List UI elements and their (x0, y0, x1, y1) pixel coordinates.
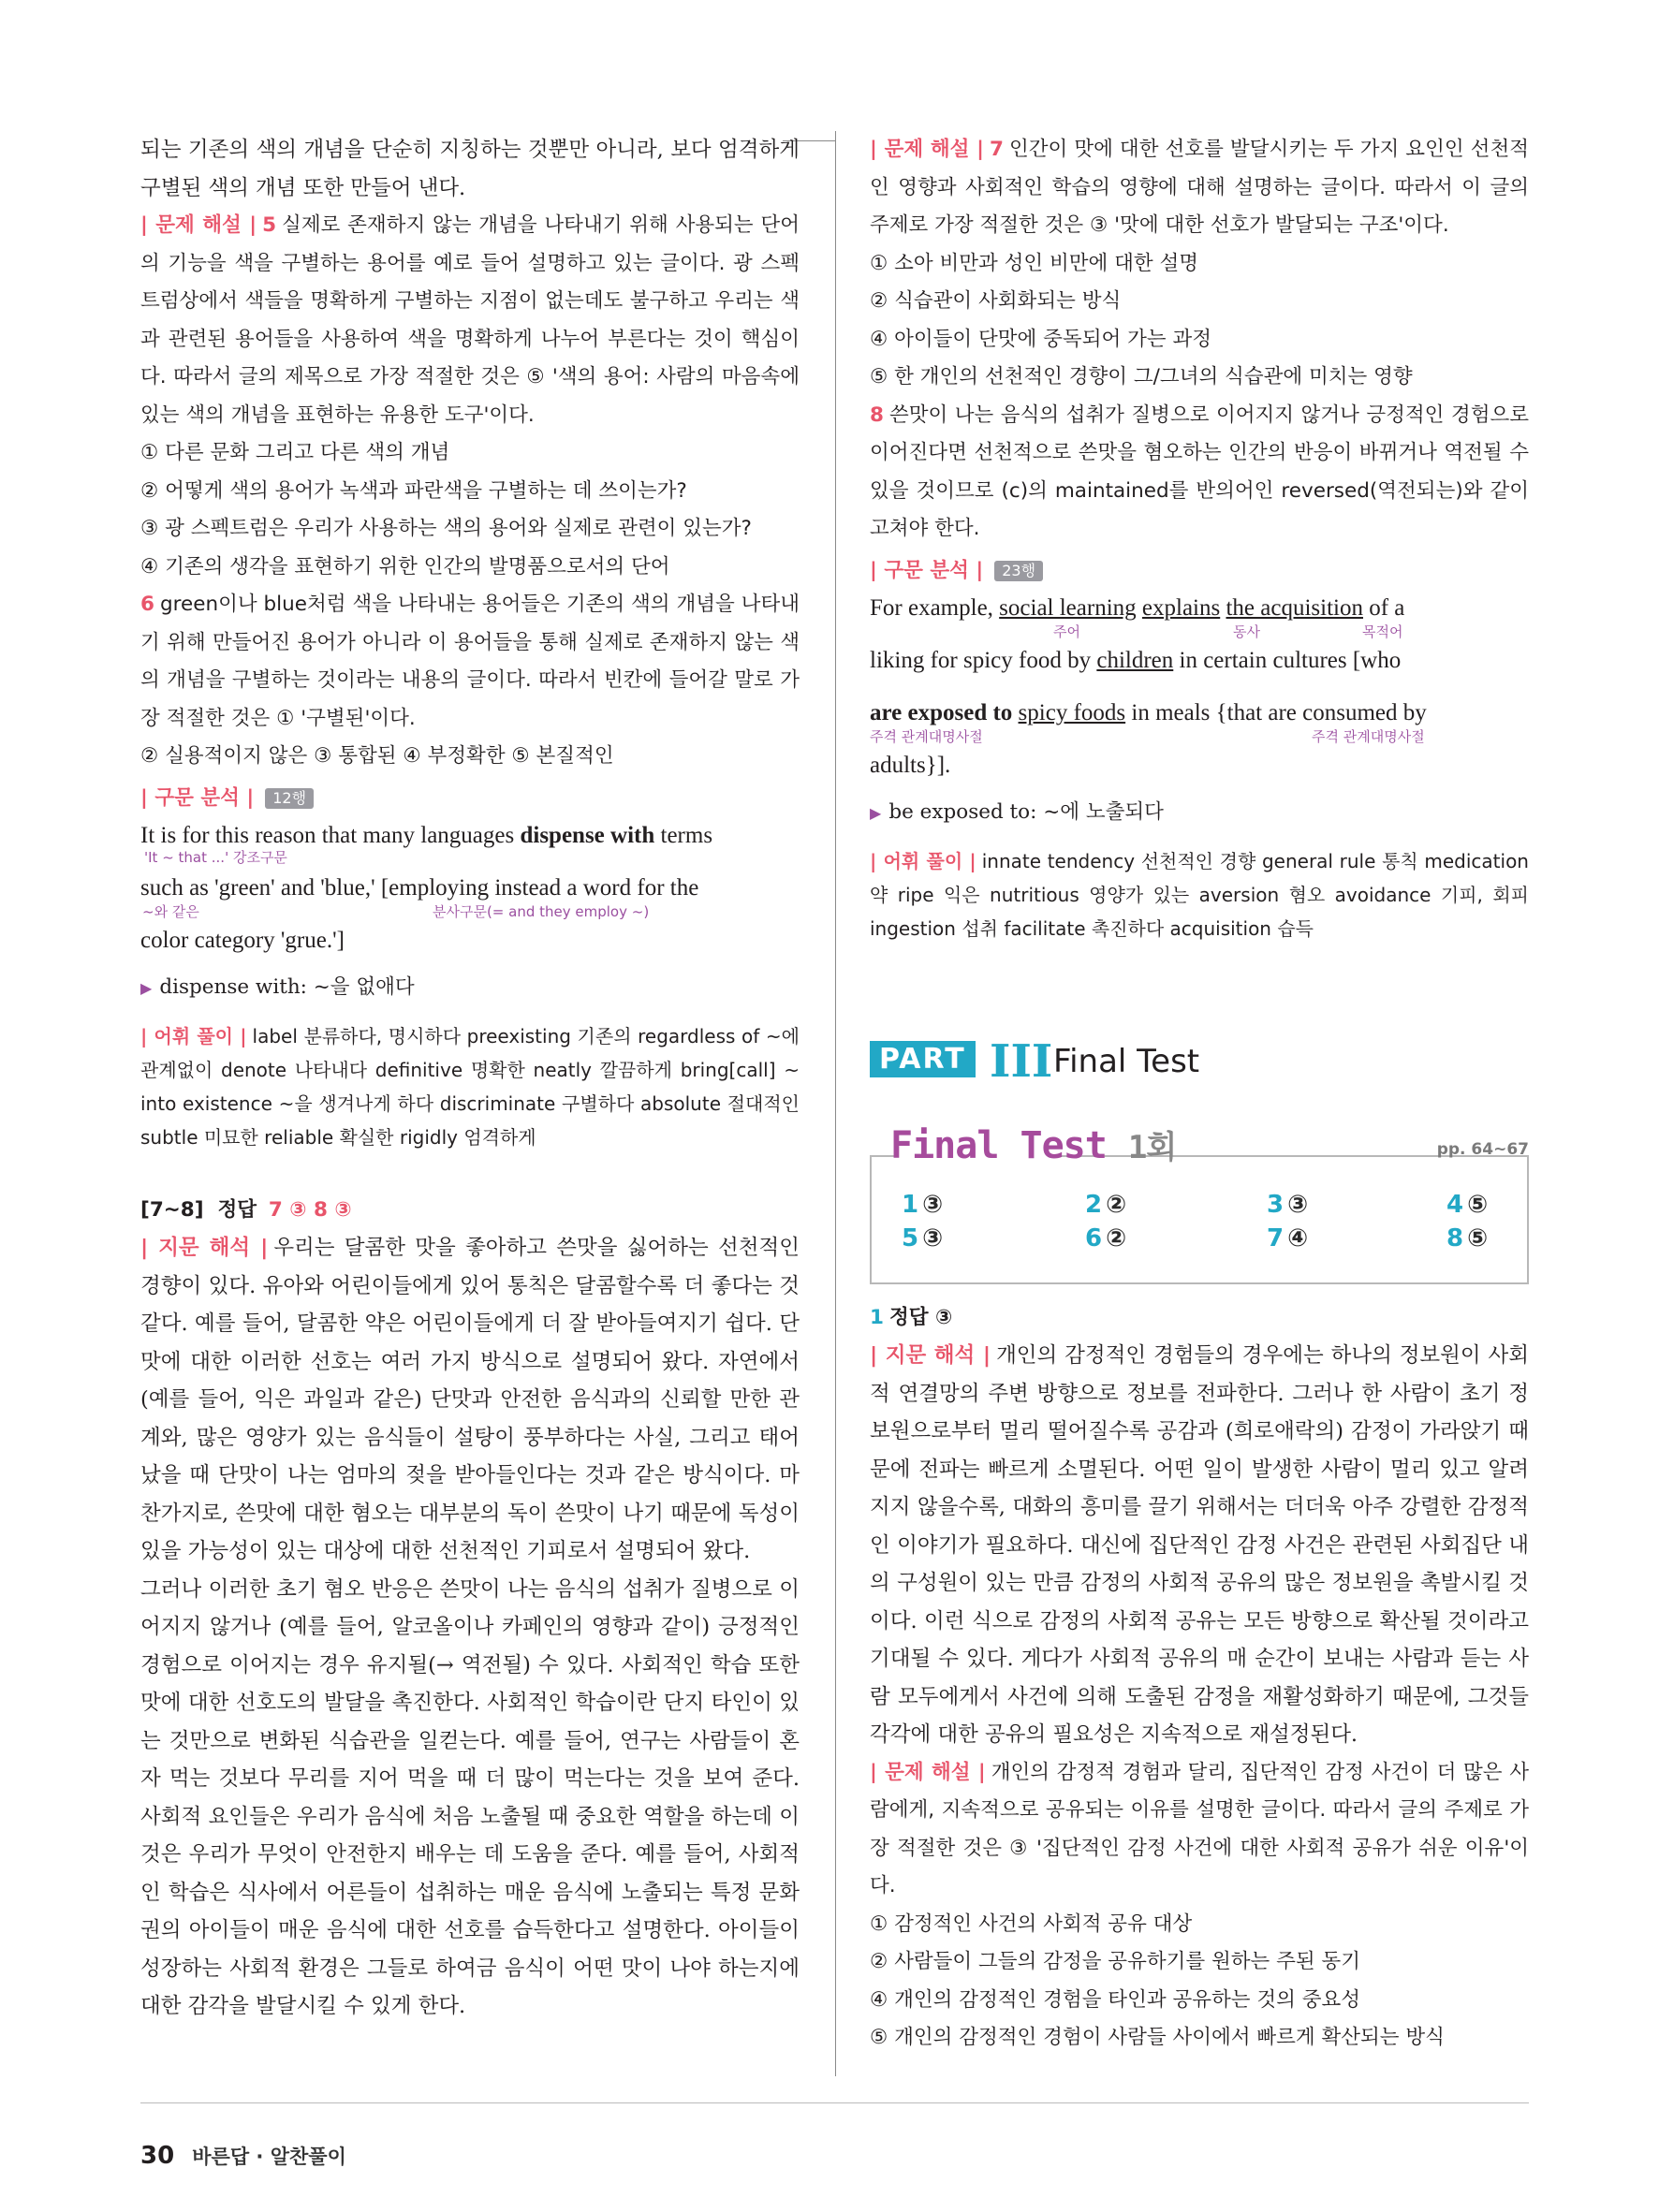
answer-2-value: ② (1106, 1190, 1127, 1219)
phrase-text-right: be exposed to: ~에 노출되다 (888, 800, 1164, 824)
page-number: 30 (140, 2142, 175, 2170)
q7-option-2: ② 식습관이 사회화되는 방식 (870, 289, 1122, 313)
q1-expl-text: 개인의 감정적 경험과 달리, 집단적인 감정 사건이 더 많은 사람에게, 지속적으로 공유되는 이유를 설명한 글이다. 따라서 글의 주제로 가장 적절한 것은 ③ '집단적인 감정 사건에 대한 사회적 공유가 쉬운 이유'이다. (870, 1760, 1529, 1897)
q7-option-5: ⑤ 한 개인의 선천적인 경향이 그/그녀의 식습관에 미치는 영향 (870, 365, 1413, 388)
e1e: of a (1369, 595, 1405, 621)
syntax-english (140, 823, 800, 965)
q78-answers: 7 ③ 8 ③ (268, 1197, 352, 1222)
syntax-header (140, 780, 800, 818)
page-footer (140, 2142, 346, 2170)
answer-4-value: ⑤ (1467, 1190, 1489, 1219)
q1-passage-label: | 지문 해석 | (870, 1343, 991, 1368)
part-title: Final Test (1053, 1042, 1200, 1080)
q1-option-1: ① 감정적인 사건의 사회적 공유 대상 (870, 1912, 1193, 1936)
q1-passage (870, 1337, 1529, 1754)
note-subject: 주어 (1053, 623, 1080, 640)
note-object: 목적어 (1362, 623, 1403, 640)
part-label: PART (870, 1041, 976, 1077)
q5-number: 5 (262, 213, 277, 237)
vocab-section (140, 1019, 800, 1154)
e2b: children (1096, 648, 1174, 673)
q6-number: 6 (140, 593, 154, 616)
note-emphasis: 'It ~ that ...' 강조구문 (144, 849, 287, 866)
e2a: liking for spicy food by (870, 648, 1092, 673)
answer-6-number: 6 (1085, 1223, 1103, 1252)
answer-2 (1085, 1191, 1126, 1219)
english-line-1-bold: dispense with (520, 823, 655, 848)
e1a: For example, (870, 595, 993, 621)
answer-1-value: ③ (922, 1190, 944, 1219)
q1-explanation (870, 1754, 1529, 1906)
intro-text: 되는 기존의 색의 개념을 단순히 지칭하는 것뿐만 아니라, 보다 엄격하게 구별된 색의 개념 또한 만들어 낸다. (140, 138, 800, 200)
vocab-text: label 분류하다, 명시하다 preexisting 기존의 regardless of ~에 관계없이 denote 나타내다 definitive 명확한 neatly 깔끔하게 bring[call] ~ into existence ~을 생겨나게 하다 discriminate 구별하다 absolute 절대적인 subtle 미묘한 reliable 확실한 rigidly 엄격하게 (140, 1024, 800, 1149)
answer-8 (1446, 1224, 1488, 1252)
english-line-2-text: such as 'green' and 'blue,' [employing instead a word for the (140, 875, 699, 901)
page-range: pp. 64~67 (1436, 1139, 1529, 1159)
passage-paragraph-2: 그러나 이러한 초기 혐오 반응은 쓴맛이 나는 음식의 섭취가 질병으로 이어지지 않거나 (예를 들어, 알코올이나 카페인의 영향과 같이) 긍정적인 경험으로 이어지는 경우 유지될(→ 역전될) 수 있다. 사회적인 학습 또한 맛에 대한 선호도의 발달을 촉진한다. 사회적인 학습이란 단지 타인이 있는 것만으로 변화된 식습관을 일컫는다. 예를 들어, 연구는 사람들이 혼자 먹는 것보다 무리를 지어 먹을 때 더 많이 먹는다는 것을 보여 준다. 사회적 요인들은 우리가 음식에 처음 노출될 때 중요한 역할을 하는데 이것은 우리가 무엇이 안전한지 배우는 데 도움을 준다. 예를 들어, 사회적인 학습은 식사에서 어른들이 섭취하는 매운 음식에 노출되는 특정 문화권의 아이들이 매운 음식에 대한 선호를 습득한다고 설명한다. 아이들이 성장하는 사회적 환경은 그들로 하여금 음식이 어떤 맛이 나야 하는지에 대한 감각을 발달시킬 수 있게 한다. (140, 1576, 800, 2018)
q1-passage-text: 개인의 감정적인 경험들의 경우에는 하나의 정보원이 사회적 연결망의 주변 방향으로 정보를 전파한다. 그러나 한 사람이 초기 정보원으로부터 멀리 떨어질수록 공감과 (희로애락의) 감정이 가라앉기 때문에 전파는 빠르게 소멸된다. 어떤 일이 발생한 사람이 멀리 있고 알려지지 않을수록, 대화의 흥미를 끌기 위해서는 더더욱 아주 강렬한 감정적인 이야기가 필요하다. 대신에 집단적인 감정 사건은 관련된 사회집단 내의 구성원이 있는 만큼 감정의 사회적 공유의 많은 정보원을 촉발시킬 것이다. 이런 식으로 감정의 사회적 공유는 모든 방향으로 확산될 것이라고 기대될 수 있다. 게다가 사회적 공유의 매 순간이 보내는 사람과 듣는 사람 모두에게서 사건에 의해 도출된 감정을 재활성화하기 때문에, 그것들 각각에 대한 공유의 필요성은 지속적으로 재설정된다. (870, 1343, 1529, 1747)
phrase-note (140, 969, 800, 1008)
passage-translation (140, 1229, 800, 1571)
english-line-3 (140, 928, 800, 965)
q1-option-5: ⑤ 개인의 감정적인 경험이 사람들 사이에서 빠르게 확산되는 방식 (870, 2026, 1445, 2049)
q1-header (870, 1299, 1529, 1338)
passage-label: | 지문 해석 | (140, 1236, 269, 1260)
note-such-as: ~와 같은 (142, 903, 199, 920)
q8-explanation (870, 397, 1529, 549)
e1c: explains (1141, 595, 1221, 621)
left-column (140, 131, 800, 2026)
answer-2-number: 2 (1085, 1190, 1103, 1219)
part-header (870, 1035, 1529, 1101)
phrase-note-right (870, 794, 1529, 833)
book-title: 바른답 · 알찬풀이 (192, 2146, 346, 2168)
english-line-3-text: color category 'grue.'] (140, 928, 345, 953)
q8-number: 8 (870, 403, 884, 427)
note-relative-2: 주격 관계대명사절 (1312, 728, 1425, 745)
note-participle: 분사구문(= and they employ ~) (433, 903, 650, 920)
answer-7-value: ④ (1287, 1223, 1309, 1252)
answer-8-number: 8 (1446, 1223, 1464, 1252)
q7-number: 7 (989, 138, 1004, 161)
answer-1-number: 1 (902, 1190, 919, 1219)
answer-3-value: ③ (1287, 1190, 1309, 1219)
english-line-1-start: It is for this reason that many languages (140, 823, 515, 848)
english-line-1 (140, 823, 800, 875)
triangle-icon: ▶ (140, 979, 153, 997)
right-column (870, 131, 1529, 2058)
answer-3 (1267, 1191, 1308, 1219)
part-roman: III (990, 1034, 1053, 1088)
q5-text: 실제로 존재하지 않는 개념을 나타내기 위해 사용되는 단어의 기능을 색을 구별하는 용어를 예로 들어 설명하고 있는 글이다. 광 스펙트럼상에서 색들을 명확하게 구별하는 지점이 없는데도 불구하고 우리는 색과 관련된 용어들을 사용하여 색을 명확하게 나누어 부른다는 것이 핵심이다. 따라서 글의 제목으로 가장 적절한 것은 ⑤ '색의 용어: 사람의 마음속에 있는 색의 개념을 표현하는 유용한 도구'이다. (140, 213, 800, 427)
english-r-line-3 (870, 700, 1529, 753)
q78-range: [7~8] (140, 1197, 204, 1222)
q5-option-2: ② 어떻게 색의 용어가 녹색과 파란색을 구별하는 데 쓰이는가? (140, 478, 687, 503)
syntax-english-right (870, 595, 1529, 790)
final-test-title: Final Test (890, 1123, 1107, 1167)
q7-explanation (870, 131, 1529, 245)
q1-option-4: ④ 개인의 감정적인 경험을 타인과 공유하는 것의 중요성 (870, 1987, 1361, 2012)
q7-option-1: ① 소아 비만과 성인 비만에 대한 설명 (870, 251, 1199, 275)
syntax-badge: 12행 (265, 788, 314, 809)
answer-8-value: ⑤ (1467, 1223, 1489, 1252)
answer-6-value: ② (1106, 1223, 1127, 1252)
final-test-heading (890, 1121, 1176, 1167)
e1d: the acquisition (1226, 595, 1363, 621)
syntax-header-right (870, 552, 1529, 591)
english-line-1-end: terms (660, 823, 713, 848)
passage-paragraph-1: 우리는 달콤한 맛을 좋아하고 쓴맛을 싫어하는 선천적인 경향이 있다. 유아와 어린이들에게 있어 통칙은 달콤할수록 더 좋다는 것 같다. 예를 들어, 달콤한 약은 어린이들에게 더 잘 받아들여지기 쉽다. 단맛에 대한 이러한 선호는 여러 가지 방식으로 설명되어 왔다. 자연에서 (예를 들어, 익은 과일과 같은) 단맛과 안전한 음식과의 신뢰할 만한 관계와, 많은 영양가 있는 음식들이 설탕이 풍부하다는 사실, 그리고 태어났을 때 단맛이 나는 엄마의 젖을 받아들인다는 것과 같은 방식이다. 마찬가지로, 쓴맛에 대한 혐오는 대부분의 독이 쓴맛이 나기 때문에 독성이 있을 가능성이 있는 대상에 대한 선천적인 기피로서 설명되어 왔다. (140, 1236, 800, 1563)
e4: adults}]. (870, 753, 951, 778)
q5-label: | 문제 해설 | (140, 213, 257, 237)
triangle-icon-right: ▶ (870, 804, 882, 822)
final-test-round: 1회 (1127, 1128, 1177, 1166)
note-verb: 동사 (1233, 623, 1260, 640)
phrase-text: dispense with: ~을 없애다 (159, 975, 415, 999)
final-test-box (870, 1114, 1529, 1292)
vocab-label: | 어휘 풀이 | (140, 1024, 247, 1047)
answer-3-number: 3 (1267, 1190, 1285, 1219)
english-r-line-1 (870, 595, 1529, 648)
vocab-section-right (870, 844, 1529, 945)
q5-option-1: ① 다른 문화 그리고 다른 색의 개념 (140, 441, 450, 464)
answer-1 (902, 1191, 943, 1219)
e1b: social learning (999, 595, 1137, 621)
q78-header (140, 1192, 800, 1230)
english-r-line-4 (870, 753, 1529, 790)
answer-4 (1446, 1191, 1488, 1219)
answer-5 (902, 1224, 943, 1252)
answer-7 (1267, 1224, 1308, 1252)
syntax-label-right: | 구문 분석 | (870, 558, 984, 582)
e2c: in certain cultures [who (1179, 648, 1402, 673)
q1-expl-label: | 문제 해설 | (870, 1760, 986, 1784)
answer-5-value: ③ (922, 1223, 944, 1252)
e3a: are exposed to (870, 700, 1013, 725)
note-relative-1: 주격 관계대명사절 (870, 728, 983, 745)
answer-box (870, 1155, 1529, 1284)
english-r-line-2 (870, 648, 1529, 700)
answer-6 (1085, 1224, 1126, 1252)
syntax-badge-right: 23행 (994, 561, 1043, 581)
q7-label: | 문제 해설 | (870, 138, 984, 161)
e3c: in meals {that are consumed by (1131, 700, 1427, 725)
q8-text: 쓴맛이 나는 음식의 섭취가 질병으로 이어지지 않거나 긍정적인 경험으로 이어진다면 선천적으로 쓴맛을 혐오하는 인간의 반응이 바뀌거나 역전될 수 있을 것이므로 (c)의 maintained를 반의어인 reversed(역전되는)와 같이 고쳐야 한다. (870, 403, 1529, 540)
q1-option-2: ② 사람들이 그들의 감정을 공유하기를 원하는 주된 동기 (870, 1950, 1361, 1973)
vocab-text-right: innate tendency 선천적인 경향 general rule 통칙 medication 약 ripe 익은 nutritious 영양가 있는 aversion 혐오 avoidance 기피, 회피 ingestion 섭취 facilitate 촉진하다 acquisition 습득 (870, 849, 1529, 940)
q78-answer-label: 정답 (217, 1197, 257, 1222)
column-divider (835, 131, 836, 2076)
q6-options: ② 실용적이지 않은 ③ 통합된 ④ 부정확한 ⑤ 본질적인 (140, 744, 614, 768)
e3b: spicy foods (1018, 700, 1126, 725)
q6-text: green이나 blue처럼 색을 나타내는 용어들은 기존의 색의 개념을 나타내기 위해 만들어진 용어가 아니라 이 용어들을 통해 실제로 존재하지 않는 색의 개념을 구별하는 것이라는 내용의 글이다. 따라서 빈칸에 들어갈 말로 가장 적절한 것은 ① '구별된'이다. (140, 593, 800, 730)
q1-answer: 정답 ③ (888, 1305, 953, 1329)
q1-number: 1 (870, 1305, 884, 1329)
answer-5-number: 5 (902, 1223, 919, 1252)
answer-7-number: 7 (1267, 1223, 1285, 1252)
vocab-label-right: | 어휘 풀이 | (870, 849, 976, 872)
q5-option-4: ④ 기존의 생각을 표현하기 위한 인간의 발명품으로서의 단어 (140, 554, 670, 579)
bottom-rule (140, 2102, 1529, 2103)
syntax-label: | 구문 분석 | (140, 785, 255, 810)
answer-4-number: 4 (1446, 1190, 1464, 1219)
q7-option-4: ④ 아이들이 단맛에 중독되어 가는 과정 (870, 327, 1211, 351)
q6-explanation (140, 586, 800, 738)
q7-text: 인간이 맛에 대한 선호를 발달시키는 두 가지 요인인 선천적인 영향과 사회적인 학습의 영향에 대해 설명하는 글이다. 따라서 이 글의 주제로 가장 적절한 것은 ③ '맛에 대한 선호가 발달되는 구조'이다. (870, 138, 1529, 237)
english-line-2 (140, 875, 800, 928)
q5-explanation (140, 207, 800, 434)
q5-option-3: ③ 광 스펙트럼은 우리가 사용하는 색의 용어와 실제로 관련이 있는가? (140, 517, 752, 540)
